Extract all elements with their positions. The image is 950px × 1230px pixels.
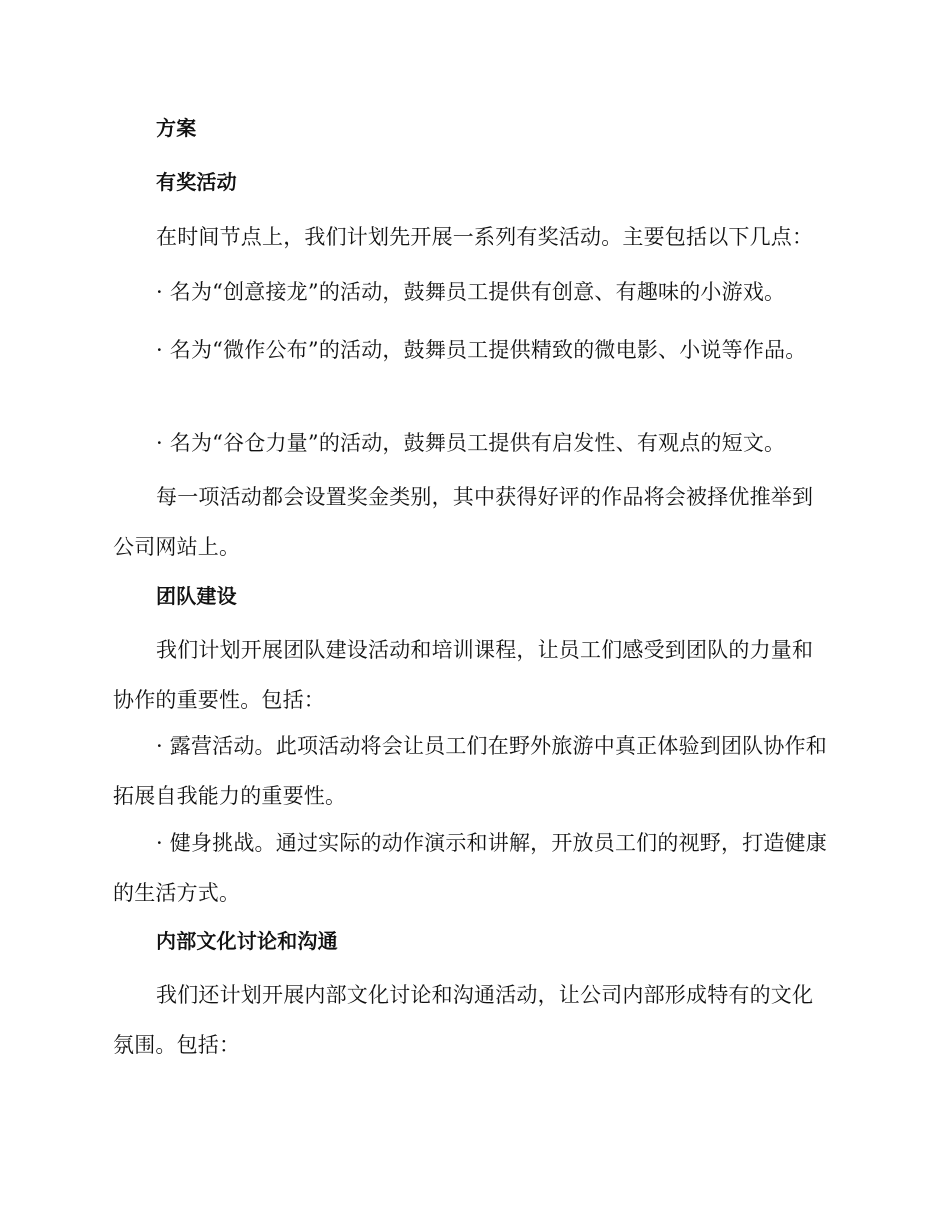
- awards-summary-paragraph: 每一项活动都会设置奖金类别，其中获得好评的作品将会被择优推举到公司网站上。: [113, 485, 814, 559]
- team-intro-paragraph: 我们计划开展团队建设活动和培训课程，让员工们感受到团队的力量和协作的重要性。包括：: [113, 638, 814, 712]
- awards-intro-paragraph: 在时间节点上，我们计划先开展一系列有奖活动。主要包括以下几点：: [156, 225, 814, 249]
- section-heading-awards: 有奖活动: [156, 170, 237, 194]
- awards-list-item: · 名为“创意接龙”的活动，鼓舞员工提供有创意、有趣味的小游戏。: [156, 280, 786, 304]
- team-list-item: · 露营活动。此项活动将会让员工们在野外旅游中真正体验到团队协作和拓展自我能力的重要性。: [113, 734, 827, 808]
- culture-intro-paragraph: 我们还计划开展内部文化讨论和沟通活动，让公司内部形成特有的文化氛围。包括：: [113, 983, 814, 1057]
- section-heading-culture: 内部文化讨论和沟通: [156, 929, 338, 953]
- awards-list-item: · 名为“微作公布”的活动，鼓舞员工提供精致的微电影、小说等作品。: [156, 338, 807, 362]
- team-list-item: · 健身挑战。通过实际的动作演示和讲解，开放员工们的视野，打造健康的生活方式。: [113, 831, 827, 905]
- section-heading-team: 团队建设: [156, 584, 237, 608]
- section-heading-plan: 方案: [156, 116, 197, 140]
- awards-list-item: · 名为“谷仓力量”的活动，鼓舞员工提供有启发性、有观点的短文。: [156, 431, 786, 455]
